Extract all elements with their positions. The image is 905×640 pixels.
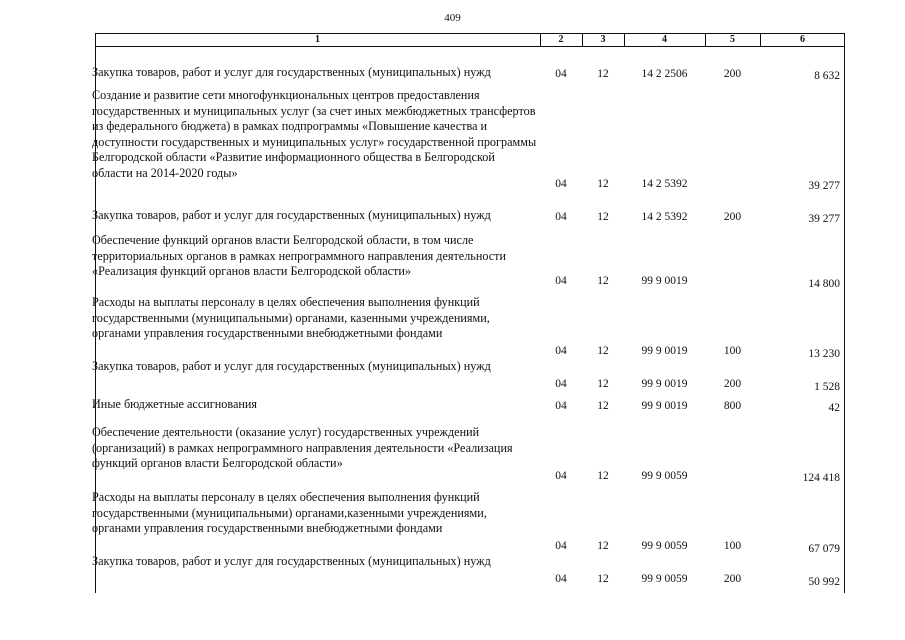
row-amount: 42 [828, 402, 840, 414]
row-col-5: 100 [723, 345, 742, 357]
row-col-3: 12 [597, 178, 609, 190]
row-col-2: 04 [555, 275, 567, 287]
header-divider-3 [624, 33, 625, 47]
header-col-1: 1 [315, 34, 320, 45]
row-description: Создание и развитие сети многофункциональных центров предоставления государственных и муниципальных услуг (за счет иных межбюджетных трансфертов из федерального бюджета) в рамках подпрограммы «Повышение качества и доступности государственных и муниципальных услуг» государственной программы Белгородской области «Развитие информационного общества в Белгородской области на 2014-2020 годы» [92, 88, 537, 180]
row-col-3: 12 [597, 68, 609, 80]
row-col-2: 04 [555, 573, 567, 585]
row-col-3: 12 [597, 573, 609, 585]
table-header [95, 33, 845, 47]
row-col-5: 200 [723, 211, 742, 223]
row-col-2: 04 [555, 540, 567, 552]
row-col-3: 12 [597, 275, 609, 287]
row-amount: 67 079 [808, 543, 840, 555]
row-col-3: 12 [597, 378, 609, 390]
row-col-2: 04 [555, 378, 567, 390]
row-col-4: 99 9 0019 [641, 275, 688, 287]
row-col-4: 99 9 0059 [641, 573, 688, 585]
header-divider-4 [705, 33, 706, 47]
header-col-2: 2 [558, 34, 564, 45]
row-description: Обеспечение деятельности (оказание услуг) государственных учреждений (организаций) в рамках непрограммного направления деятельности «Реализация функций органов власти Белгородской области» [92, 425, 513, 470]
row-col-2: 04 [555, 178, 567, 190]
page-number: 409 [444, 12, 461, 24]
table-border-right [844, 33, 845, 593]
header-divider-1 [540, 33, 541, 47]
row-col-5: 100 [723, 540, 742, 552]
row-col-2: 04 [555, 470, 567, 482]
header-col-3: 3 [600, 34, 606, 45]
row-description: Расходы на выплаты персоналу в целях обеспечения выполнения функций государственными (муниципальными) органами, казенными учреждениями, органами управления государственными внебюджетными фондами [92, 295, 490, 340]
row-col-5: 200 [723, 573, 742, 585]
row-col-4: 99 9 0019 [641, 400, 688, 412]
row-amount: 14 800 [808, 278, 840, 290]
header-col-6: 6 [800, 34, 805, 45]
row-amount: 1 528 [814, 381, 840, 393]
row-col-3: 12 [597, 470, 609, 482]
row-col-2: 04 [555, 68, 567, 80]
row-col-2: 04 [555, 400, 567, 412]
row-col-4: 99 9 0019 [641, 378, 688, 390]
row-col-5: 200 [723, 378, 742, 390]
row-amount: 8 632 [814, 70, 840, 82]
row-col-3: 12 [597, 345, 609, 357]
row-description: Закупка товаров, работ и услуг для государственных (муниципальных) нужд [92, 208, 491, 222]
row-col-3: 12 [597, 400, 609, 412]
budget-table [92, 33, 845, 593]
row-description: Иные бюджетные ассигнования [92, 397, 258, 411]
row-description: Закупка товаров, работ и услуг для государственных (муниципальных) нужд [92, 359, 491, 373]
row-col-2: 04 [555, 211, 567, 223]
header-col-4: 4 [662, 34, 667, 45]
row-col-2: 04 [555, 345, 567, 357]
row-description: Закупка товаров, работ и услуг для государственных (муниципальных) нужд [92, 554, 491, 568]
row-amount: 39 277 [808, 180, 840, 192]
header-col-5: 5 [730, 34, 735, 45]
row-description: Расходы на выплаты персоналу в целях обеспечения выполнения функций государственными (муниципальными) органами,казенными учреждениями, органами управления государственными внебюджетными фондами [92, 490, 487, 535]
row-col-4: 99 9 0059 [641, 470, 688, 482]
row-col-3: 12 [597, 211, 609, 223]
row-amount: 13 230 [808, 348, 840, 360]
header-divider-5 [760, 33, 761, 47]
row-col-5: 800 [723, 400, 742, 412]
row-col-4: 14 2 2506 [641, 68, 688, 80]
row-col-4: 14 2 5392 [641, 211, 688, 223]
row-amount: 124 418 [802, 472, 840, 484]
row-col-4: 99 9 0059 [641, 540, 688, 552]
row-amount: 50 992 [808, 576, 840, 588]
row-description: Закупка товаров, работ и услуг для государственных (муниципальных) нужд [92, 65, 491, 79]
row-amount: 39 277 [808, 213, 840, 225]
row-col-5: 200 [723, 68, 742, 80]
row-col-4: 14 2 5392 [641, 178, 688, 190]
row-col-3: 12 [597, 540, 609, 552]
row-col-4: 99 9 0019 [641, 345, 688, 357]
header-divider-2 [582, 33, 583, 47]
row-description: Обеспечение функций органов власти Белгородской области, в том числе территориальных органов в рамках непрограммного направления деятельности «Реализация функций органов власти Белгородской области» [92, 233, 507, 278]
